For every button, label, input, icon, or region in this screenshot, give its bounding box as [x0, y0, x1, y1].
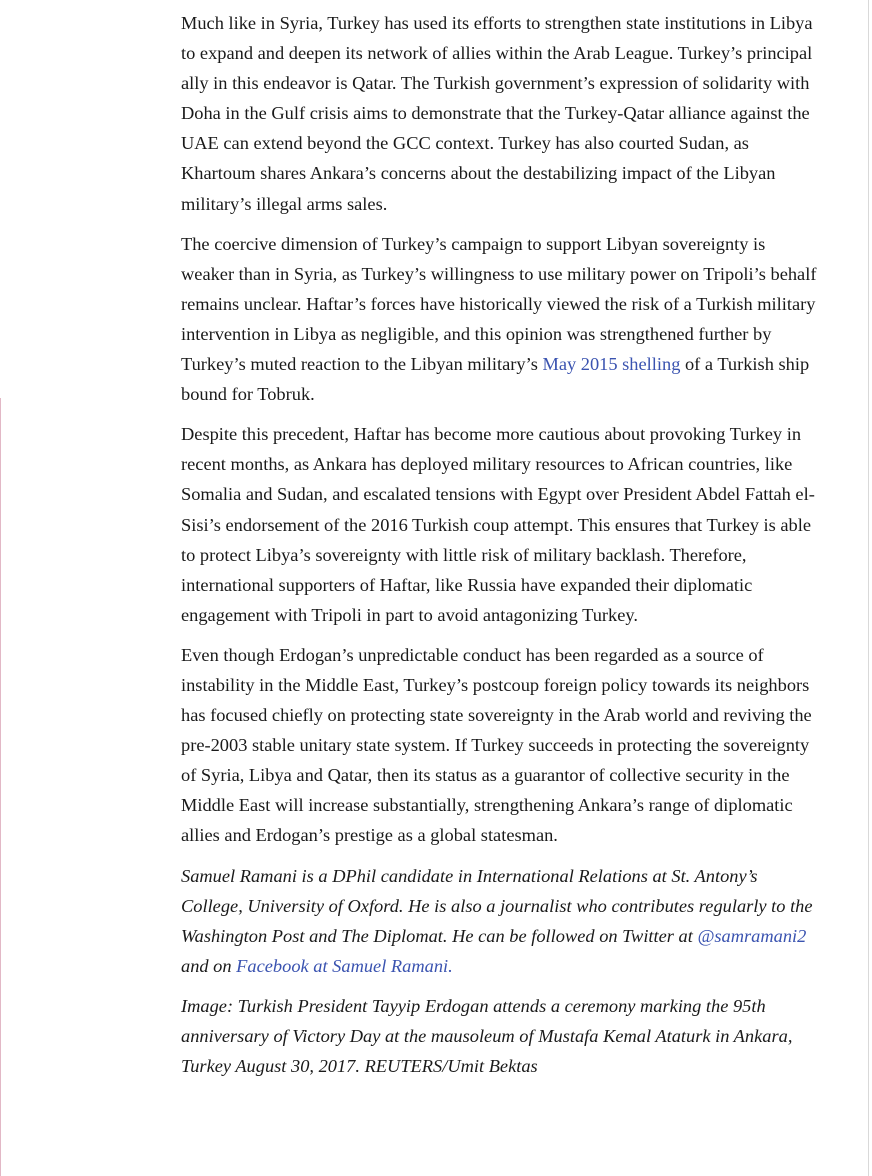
facebook-link[interactable]: Facebook at Samuel Ramani. — [236, 955, 453, 976]
author-bio — [181, 861, 821, 981]
paragraph-text: The coercive dimension of Turkey’s campaign to support Libyan sovereignty is weaker than in Syria, as Turkey’s willingness to use military power on Tripoli’s behalf remains unclear. Haftar’s forces have historically viewed the risk of a Turkish military intervention in Libya as negligible, and this opinion was strengthened further by Turkey’s muted reaction to the Libyan military’s — [181, 233, 817, 375]
right-edge-divider — [868, 0, 869, 1176]
paragraph-haftar-caution: Despite this precedent, Haftar has become more cautious about provoking Turkey in recent months, as Ankara has deployed military resources to African countries, like Somalia and Sudan, and escalated tensions with Egypt over President Abdel Fattah el-Sisi’s endorsement of the 2016 Turkish coup attempt. This ensures that Turkey is able to protect Libya’s sovereignty with little risk of military backlash. Therefore, international supporters of Haftar, like Russia have expanded their diplomatic engagement with Tripoli in part to avoid antagonizing Turkey. — [181, 424, 815, 625]
image-caption: Image: Turkish President Tayyip Erdogan attends a ceremony marking the 95th anniversary of Victory Day at the mausoleum of Mustafa Kemal Ataturk in Ankara, Turkey August 30, 2017. REUTERS/Umit Bektas — [181, 995, 793, 1077]
may-2015-shelling-link[interactable]: May 2015 shelling — [542, 354, 681, 375]
left-edge-divider — [0, 398, 1, 1176]
paragraph-coercive-dimension — [181, 229, 821, 410]
paragraph-erdogan-conduct: Even though Erdogan’s unpredictable conduct has been regarded as a source of instability in the Middle East, Turkey’s postcoup foreign policy towards its neighbors has focused chiefly on protecting state sovereignty in the Arab world and reviving the pre-2003 stable unitary state system. If Turkey succeeds in protecting the sovereignty of Syria, Libya and Qatar, then its status as a guarantor of collective security in the Middle East will increase substantially, strengthening Ankara’s range of diplomatic allies and Erdogan’s prestige as a global statesman. — [181, 644, 812, 846]
article-body — [181, 8, 821, 1091]
bio-text: and on — [181, 955, 237, 976]
paragraph-turkey-allies: Much like in Syria, Turkey has used its efforts to strengthen state institutions in Libya to expand and deepen its network of allies within the Arab League. Turkey’s principal ally in this endeavor is Qatar. The Turkish government’s expression of solidarity with Doha in the Gulf crisis aims to demonstrate that the Turkey-Qatar alliance against the UAE can extend beyond the GCC context. Turkey has also courted Sudan, as Khartoum shares Ankara’s concerns about the destabilizing impact of the Libyan military’s illegal arms sales. — [181, 13, 813, 214]
bio-text: Samuel Ramani is a DPhil candidate in International Relations at St. Antony’s College, University of Oxford. He is also a journalist who contributes regularly to the Washington Post and The Diplomat. He can be followed on Twitter at — [181, 865, 813, 946]
twitter-link[interactable]: @samramani2 — [697, 925, 807, 946]
paragraph-text: of a Turkish ship bound for Tobruk. — [181, 354, 810, 405]
